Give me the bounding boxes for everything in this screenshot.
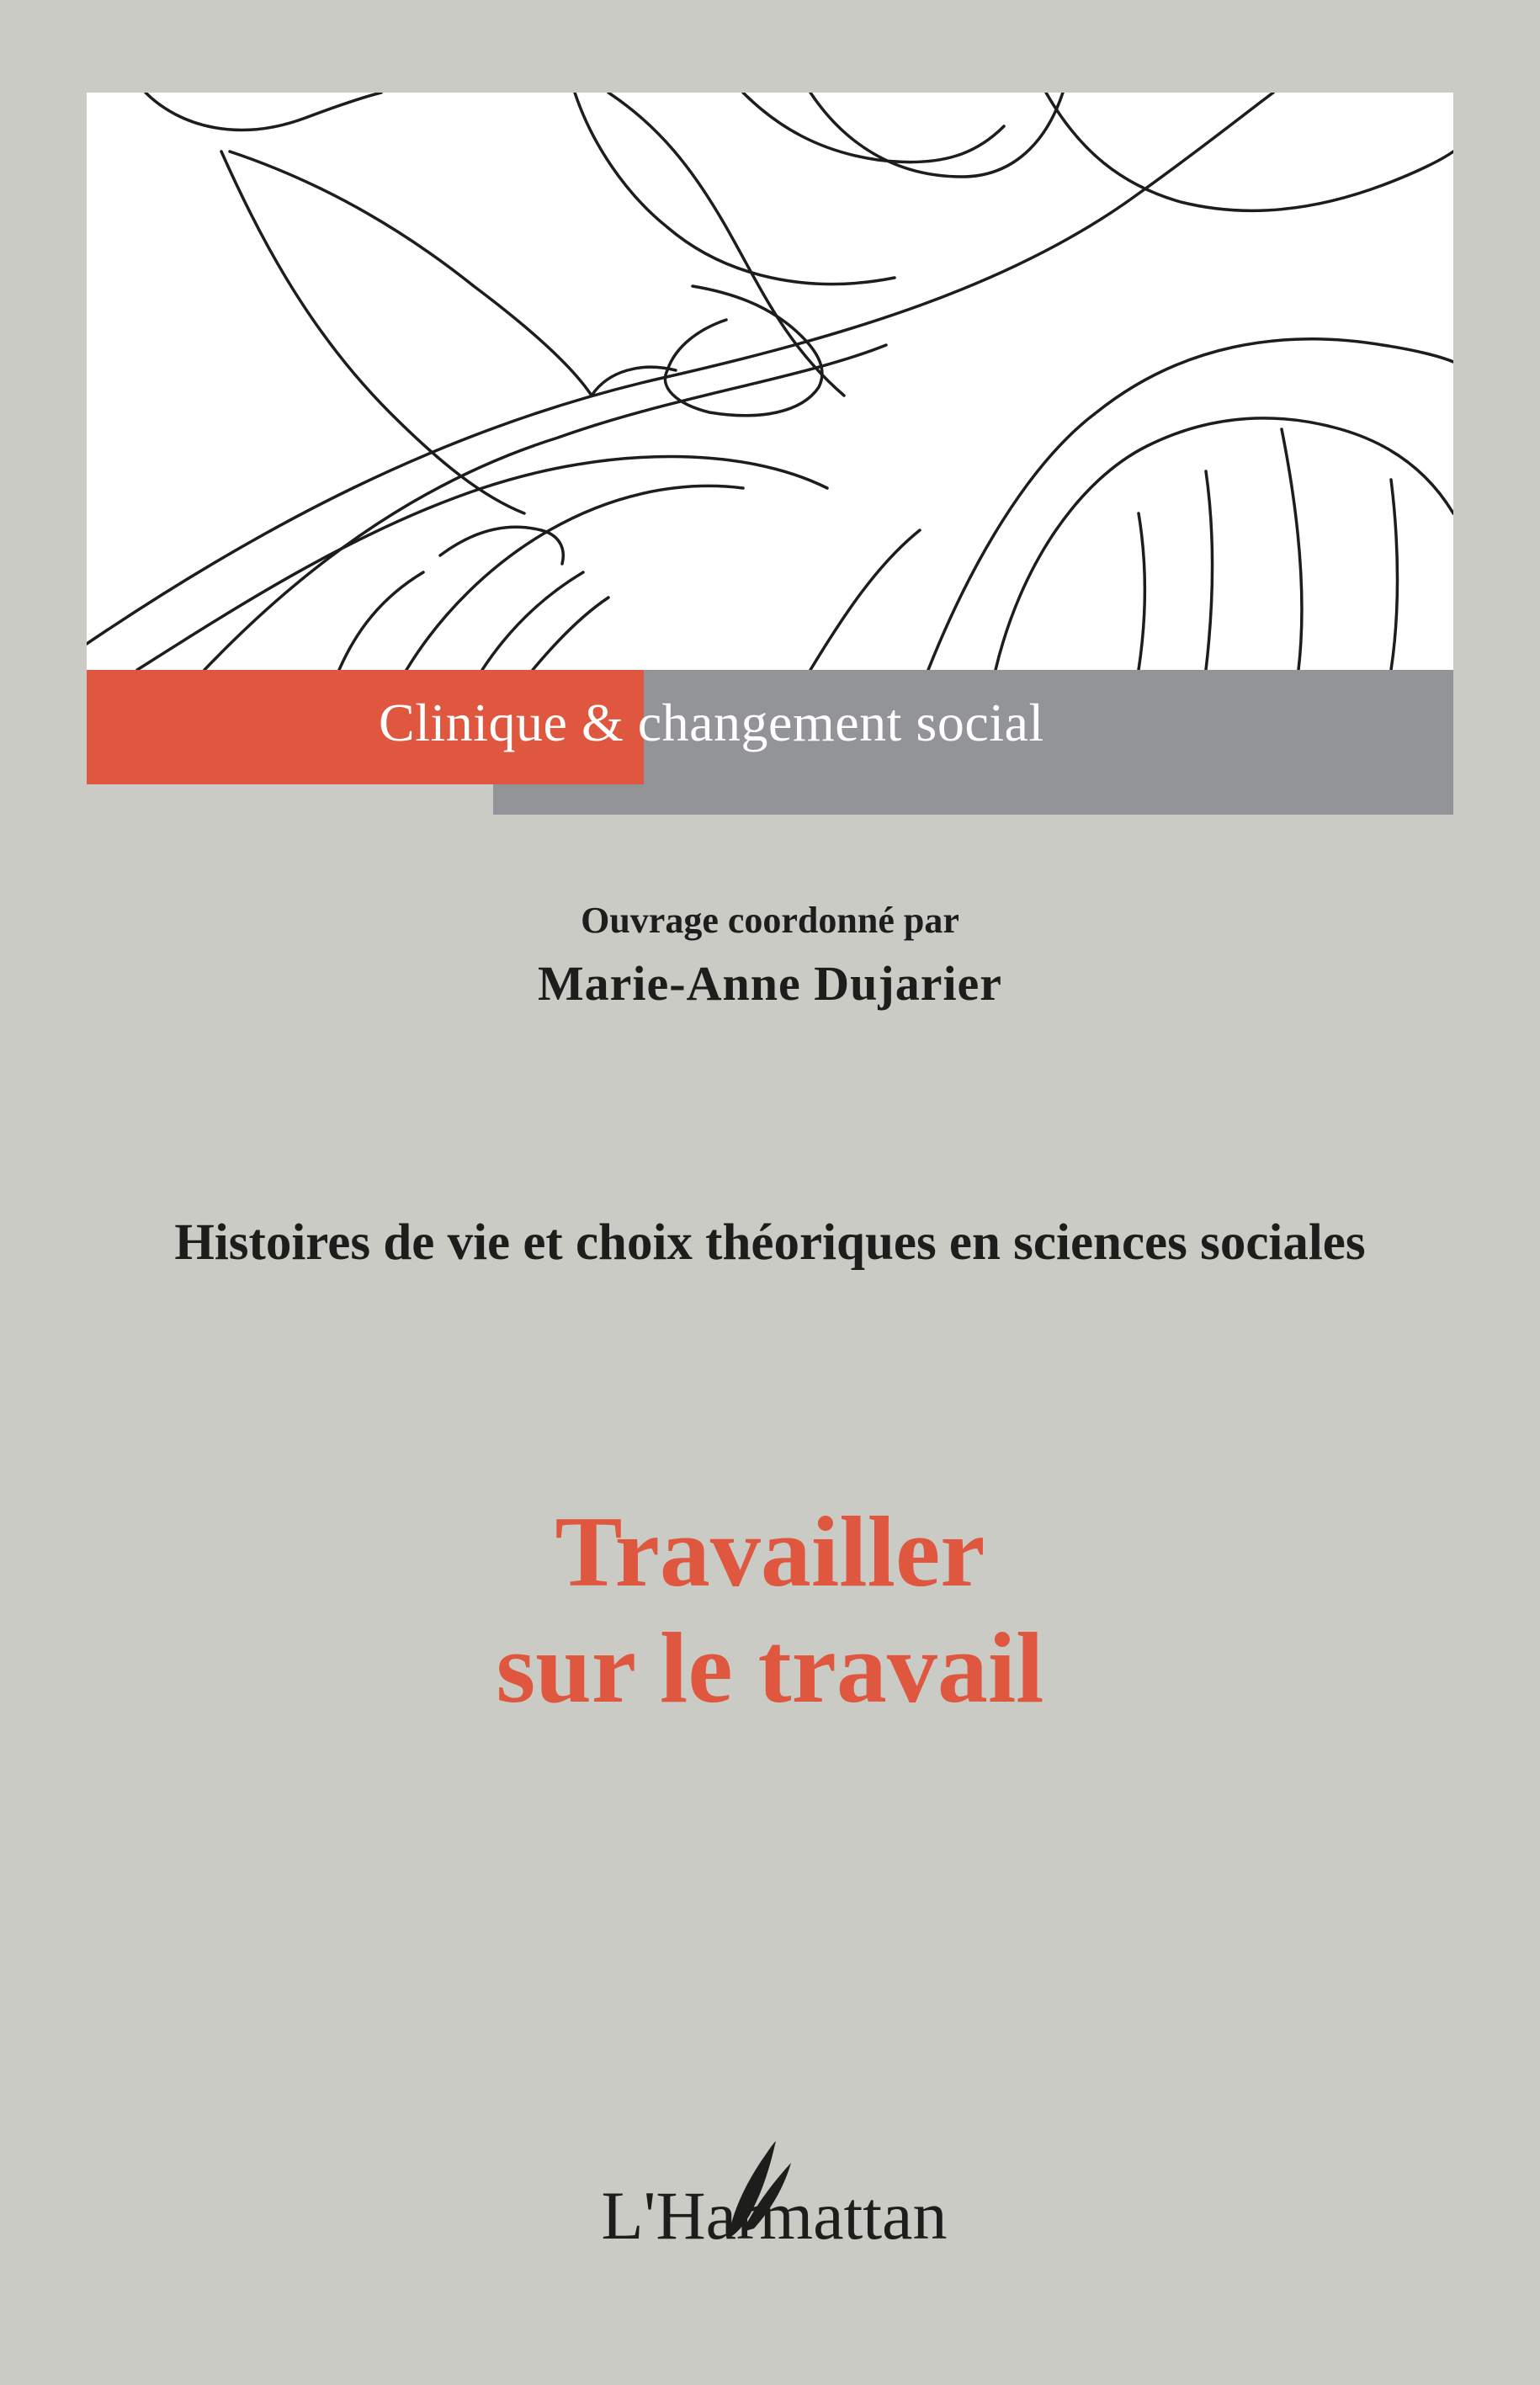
coordination-label: Ouvrage coordonné par <box>581 900 959 941</box>
book-subtitle: Histoires de vie et choix théoriques en sciences sociales <box>174 1214 1366 1271</box>
cover-line-art <box>87 93 1453 670</box>
publisher-logo <box>564 2138 985 2247</box>
book-title <box>0 1494 1540 1726</box>
book-title-line-2: sur le travail <box>496 1612 1044 1724</box>
book-title-line-1: Travailler <box>555 1495 985 1607</box>
publisher-name: L'Harmattan <box>601 2177 948 2247</box>
abstract-lines-illustration <box>87 93 1453 670</box>
collection-title: Clinique & changement social <box>379 693 1044 752</box>
author-name: Marie-Anne Dujarier <box>537 956 1003 1011</box>
harmattan-logo <box>564 2138 985 2247</box>
